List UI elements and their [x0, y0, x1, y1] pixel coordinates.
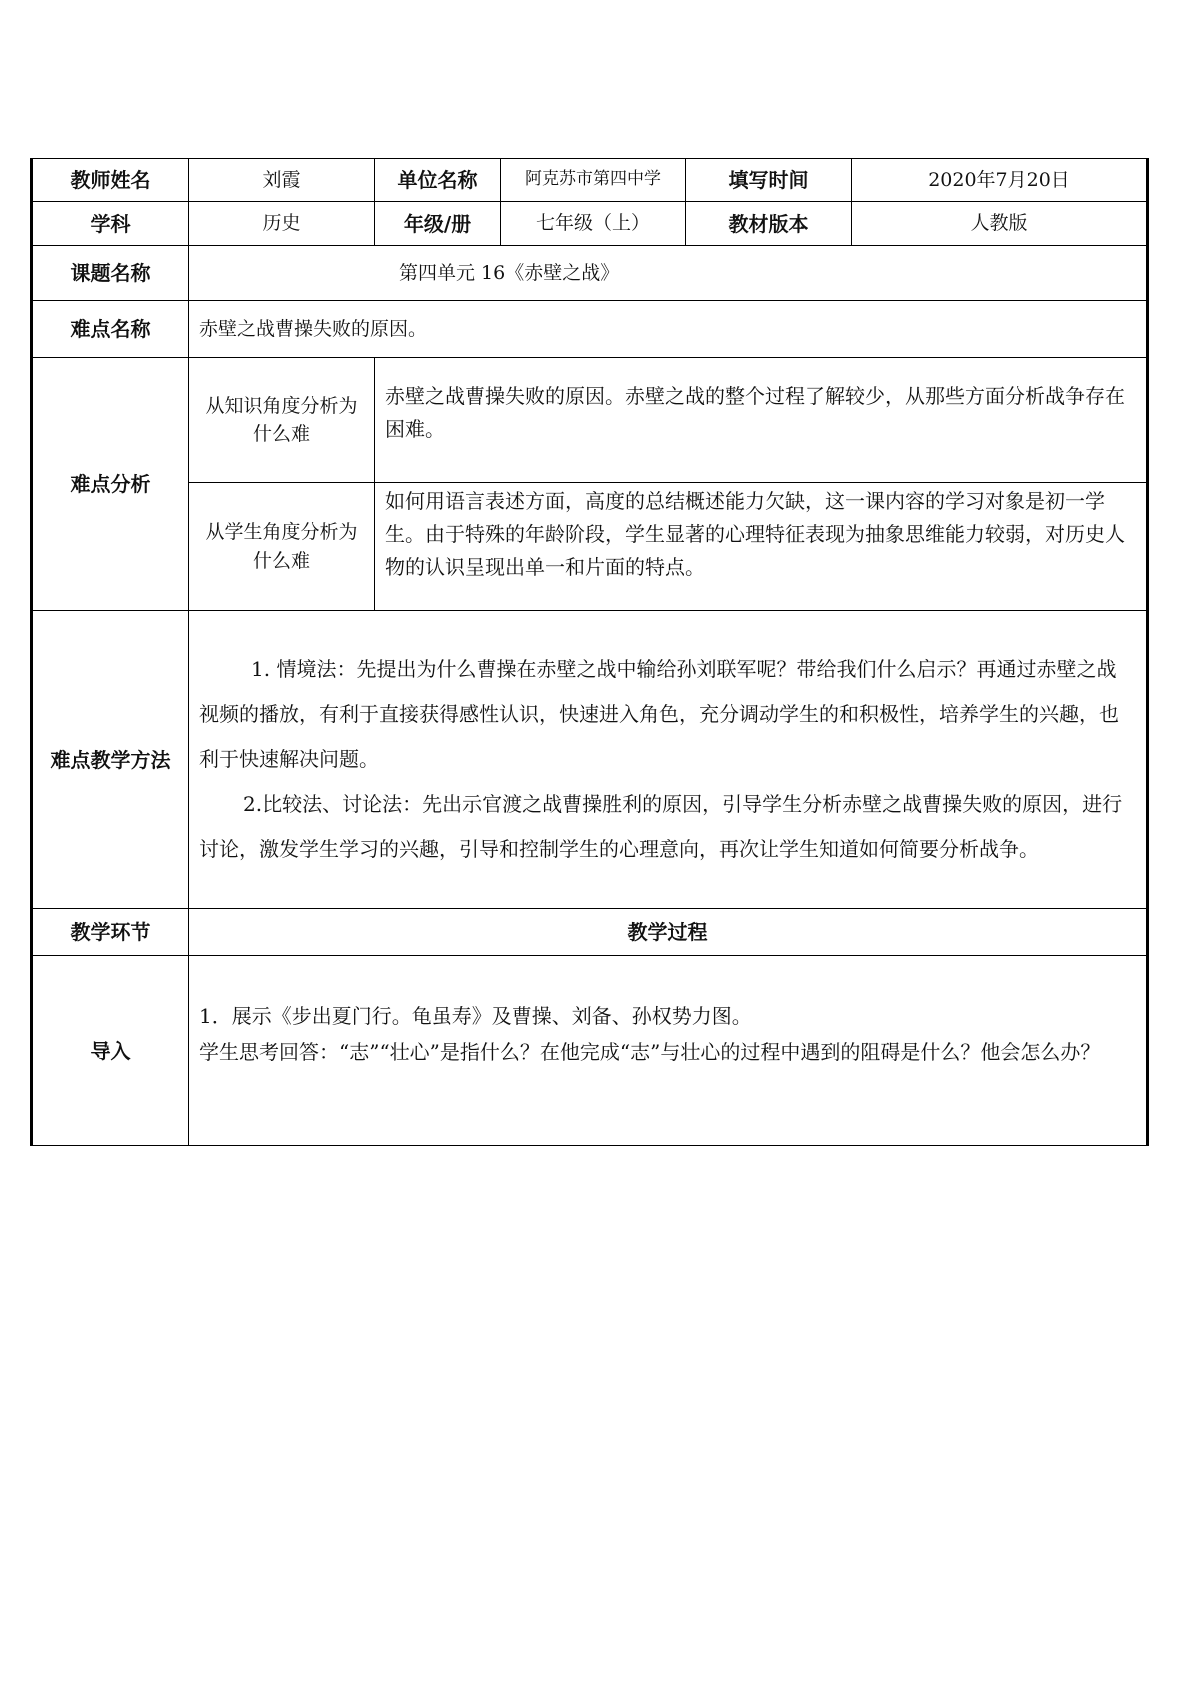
edition-value: 人教版	[852, 202, 1148, 246]
header-row-1	[32, 159, 1148, 202]
header-row-2	[32, 202, 1148, 246]
intro-line-1: 1．展示《步出夏门行。龟虽寿》及曹操、刘备、孙权势力图。	[199, 1004, 752, 1028]
method-row	[32, 611, 1148, 909]
analysis-knowledge-row	[32, 358, 1148, 483]
difficulty-row	[32, 301, 1148, 358]
intro-row	[32, 956, 1148, 1146]
student-value: 如何用语言表述方面，高度的总结概述能力欠缺，这一课内容的学习对象是初一学生。由于特殊的年龄阶段，学生显著的心理特征表现为抽象思维能力较弱，对历史人物的认识呈现出单一和片面的特点。	[375, 483, 1148, 611]
process-label: 教学过程	[189, 909, 1148, 956]
topic-label: 课题名称	[32, 246, 189, 301]
topic-value: 第四单元 16《赤壁之战》	[189, 246, 1148, 301]
grade-value: 七年级（上）	[501, 202, 686, 246]
intro-line-2: 学生思考回答：“志”“壮心”是指什么？在他完成“志”与壮心的过程中遇到的阻碍是什么？他会怎么办？	[199, 1040, 1101, 1064]
teacher-label: 教师姓名	[32, 159, 189, 202]
grade-label: 年级/册	[375, 202, 501, 246]
student-label: 从学生角度分析为什么难	[189, 483, 375, 611]
intro-content	[189, 956, 1148, 1146]
date-label: 填写时间	[686, 159, 852, 202]
method-label: 难点教学方法	[32, 611, 189, 909]
stage-label: 教学环节	[32, 909, 189, 956]
difficulty-value: 赤壁之战曹操失败的原因。	[189, 301, 1148, 358]
process-header-row	[32, 909, 1148, 956]
topic-row	[32, 246, 1148, 301]
intro-label: 导入	[32, 956, 189, 1146]
subject-value: 历史	[189, 202, 375, 246]
subject-label: 学科	[32, 202, 189, 246]
unit-label: 单位名称	[375, 159, 501, 202]
analysis-label: 难点分析	[32, 358, 189, 611]
unit-value: 阿克苏市第四中学	[501, 159, 686, 202]
method-paragraph-1: 1. 情境法：先提出为什么曹操在赤壁之战中输给孙刘联军呢？带给我们什么启示？再通过赤壁之战视频的播放，有利于直接获得感性认识，快速进入角色，充分调动学生的和积极性，培养学生的兴趣，也利于快速解决问题。	[199, 657, 1119, 771]
teacher-value: 刘霞	[189, 159, 375, 202]
lesson-plan-table	[30, 158, 1149, 1146]
knowledge-value: 赤壁之战曹操失败的原因。赤壁之战的整个过程了解较少，从那些方面分析战争存在困难。	[375, 358, 1148, 483]
difficulty-label: 难点名称	[32, 301, 189, 358]
date-value: 2020年7月20日	[852, 159, 1148, 202]
method-content	[189, 611, 1148, 909]
method-paragraph-2: 2.比较法、讨论法：先出示官渡之战曹操胜利的原因，引导学生分析赤壁之战曹操失败的原因，进行讨论，激发学生学习的兴趣，引导和控制学生的心理意向，再次让学生知道如何简要分析战争。	[199, 792, 1123, 861]
lesson-plan-sheet	[30, 158, 1146, 1146]
edition-label: 教材版本	[686, 202, 852, 246]
knowledge-label: 从知识角度分析为什么难	[189, 358, 375, 483]
analysis-student-row	[32, 483, 1148, 611]
